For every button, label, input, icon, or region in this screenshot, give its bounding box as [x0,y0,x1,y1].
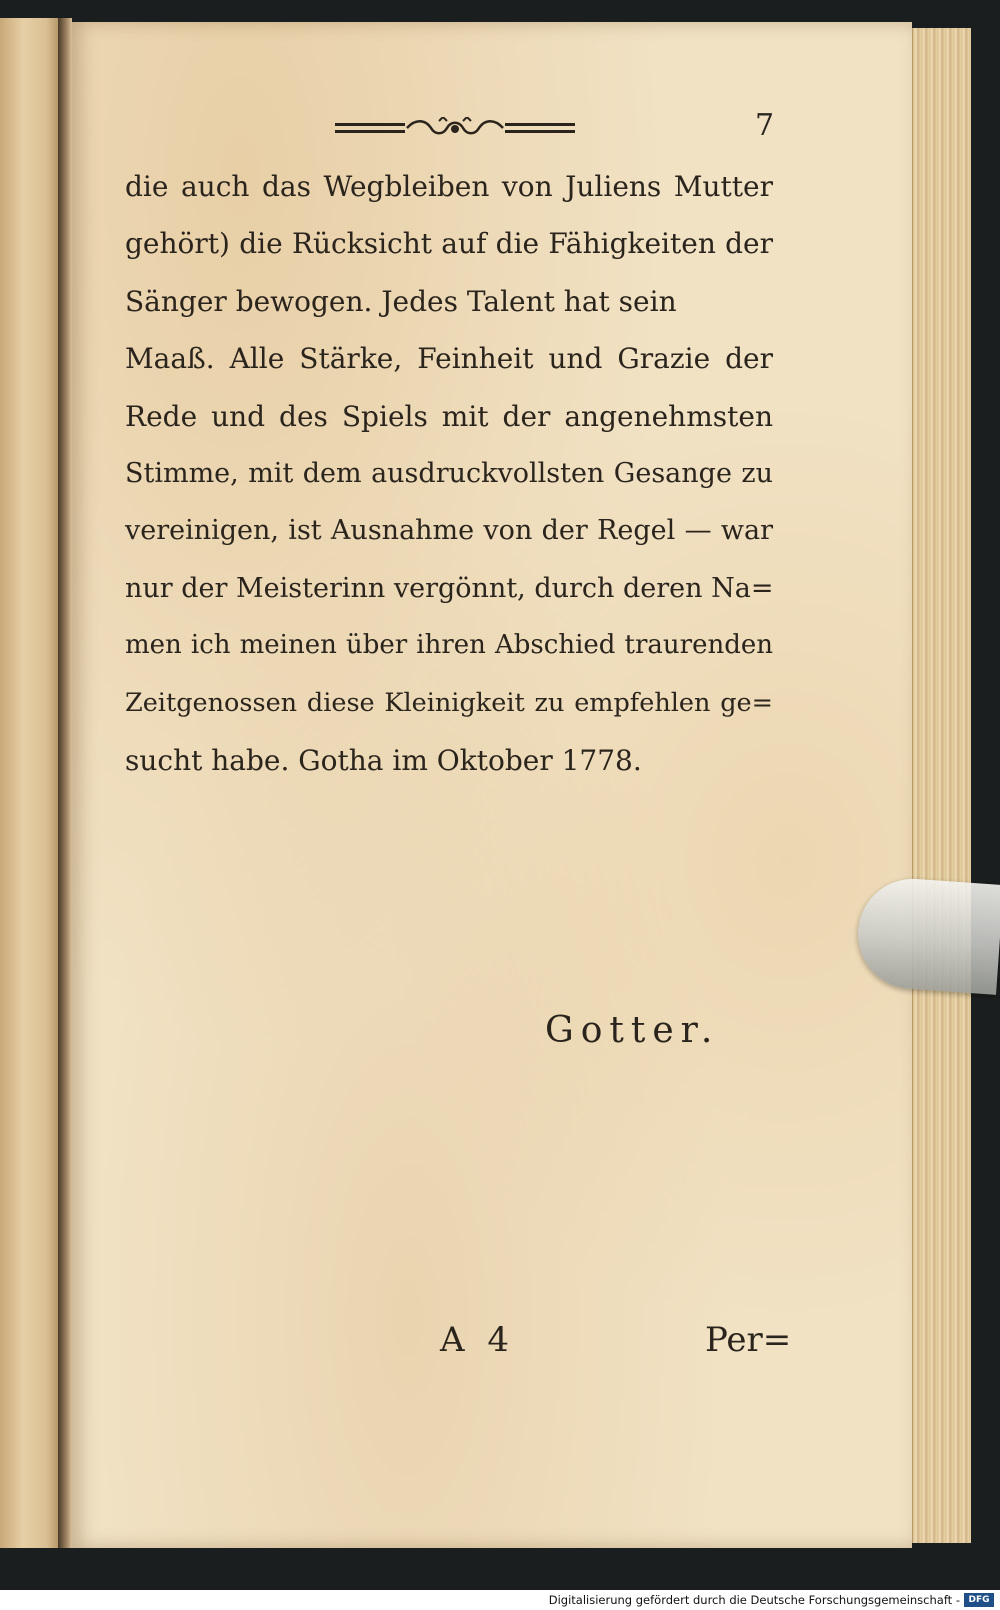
text-line: Maaß. Alle Stärke, Feinheit und Grazie der [125,342,773,376]
text-line: Sänger bewogen. Jedes Talent hat sein [125,284,677,318]
digitization-credit: Digitalisierung gefördert durch die Deutsche Forschungsgemeinschaft - [548,1593,960,1607]
text-line: die auch das Wegbleiben von Juliens Mutter [125,170,773,203]
book-gutter [58,18,72,1548]
catchword: Per= [705,1320,792,1360]
text-line: Stimme, mit dem ausdruckvollsten Gesange zu [125,457,773,489]
text-line: Zeitgenossen diese Kleinigkeit zu empfehlen ge= [125,687,773,718]
text-line: men ich meinen über ihren Abschied traurenden [125,630,773,661]
text-line: sucht habe. Gotha im Oktober 1778. [125,743,642,777]
dfg-logo: DFG [964,1593,994,1607]
text-line: gehört) die Rücksicht auf die Fähigkeiten der [125,227,773,261]
page-stack-edge [912,28,971,1543]
text-line: vereinigen, ist Ausnahme von der Regel — war [125,515,773,547]
page-number: 7 [755,108,775,143]
body-paragraph [125,158,773,789]
signature-mark: A 4 [440,1320,515,1360]
previous-page-edge [0,18,60,1548]
text-line: nur der Meisterinn vergönnt, durch deren Na= [125,572,774,604]
ornament-rule [335,117,575,141]
author-signature: Gotter. [545,1010,720,1051]
footer-bar [0,1590,1000,1610]
text-line: Rede und des Spiels mit der angenehmsten [125,399,773,433]
